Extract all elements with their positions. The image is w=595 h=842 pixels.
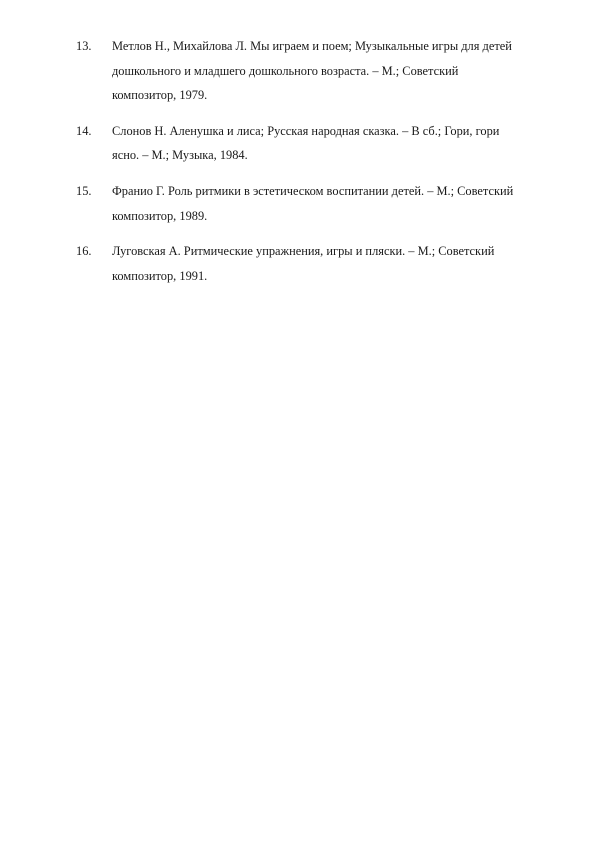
reference-number: 16.: [76, 244, 92, 259]
reference-line: Франио Г. Роль ритмики в эстетическом воспитании детей. – М.; Советский: [112, 183, 514, 198]
reference-text: [112, 34, 536, 108]
reference-number: 14.: [76, 123, 92, 138]
reference-line: композитор, 1989.: [112, 208, 208, 223]
reference-item: [76, 119, 536, 168]
reference-line: ясно. – М.; Музыка, 1984.: [112, 148, 248, 163]
reference-item: [76, 179, 536, 228]
reference-number: 15.: [76, 183, 92, 198]
reference-text: [112, 179, 536, 228]
reference-item: [76, 34, 536, 108]
reference-text: [112, 119, 536, 168]
reference-text: [112, 239, 536, 288]
reference-line: композитор, 1991.: [112, 268, 208, 283]
reference-line: Слонов Н. Аленушка и лиса; Русская народная сказка. – В сб.; Гори, гори: [112, 123, 500, 138]
reference-line: Луговская А. Ритмические упражнения, игры и пляски. – М.; Советский: [112, 244, 495, 259]
reference-list: [76, 34, 536, 299]
reference-line: дошкольного и младшего дошкольного возраста. – М.; Советский: [112, 63, 459, 78]
reference-number: 13.: [76, 39, 92, 53]
reference-line: Метлов Н., Михайлова Л. Мы играем и поем; Музыкальные игры для детей: [112, 39, 512, 53]
reference-item: [76, 239, 536, 288]
reference-line: композитор, 1979.: [112, 88, 208, 103]
